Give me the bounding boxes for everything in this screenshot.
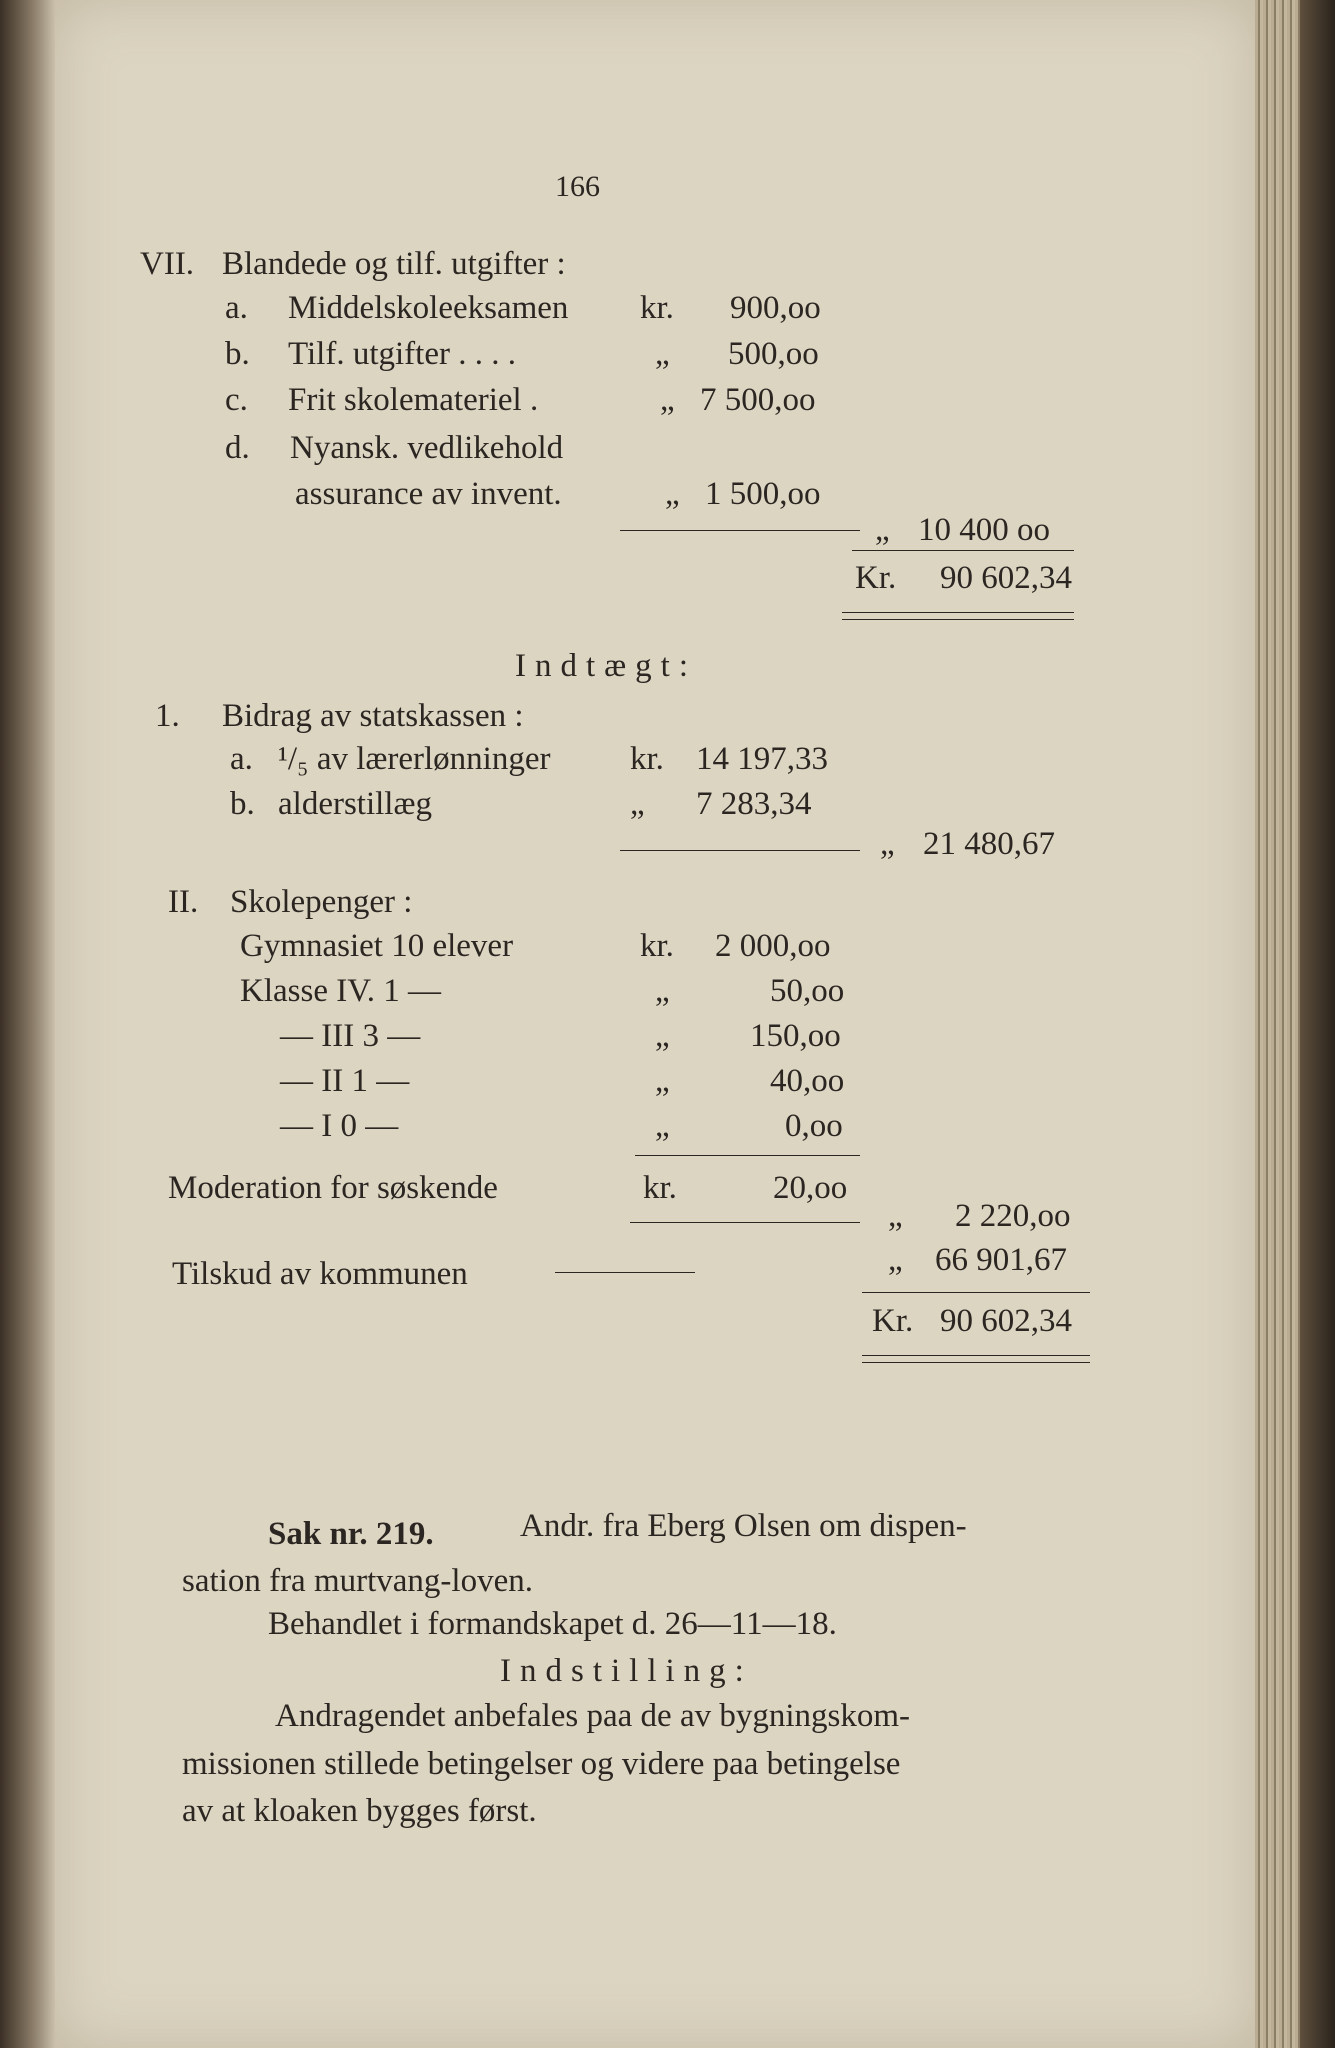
school-fee-amount-2: 150,oo <box>750 1018 841 1054</box>
expense-amount-b: 500,oo <box>728 336 819 372</box>
expense-letter-d: d. <box>225 430 250 466</box>
expense-letter-b: b. <box>225 336 250 372</box>
recommendation-line-1: Andragendet anbefales paa de av bygningskom- <box>275 1698 911 1734</box>
expenses-total-rule <box>852 550 1074 551</box>
school-fee-unit-4: „ <box>655 1108 670 1144</box>
expenses-total-double-rule-1 <box>842 612 1074 613</box>
case-treated: Behandlet i formandskapet d. 26—11—18. <box>268 1606 837 1642</box>
case-line-1: Andr. fra Eberg Olsen om dispen- <box>520 1508 967 1544</box>
income-unit-b: „ <box>630 786 645 822</box>
page-number: 166 <box>555 170 600 203</box>
expense-unit-b: „ <box>655 336 670 372</box>
expense-letter-a: a. <box>225 290 248 326</box>
income-unit-a: kr. <box>630 741 664 777</box>
case-title: Sak nr. 219. <box>268 1516 434 1552</box>
expenses-total: 90 602,34 <box>940 560 1072 596</box>
school-fee-amount-3: 40,oo <box>770 1063 845 1099</box>
expenses-subtotal: 10 400 oo <box>918 512 1050 548</box>
income-total-unit: Kr. <box>872 1303 914 1339</box>
school-fee-label-4: — I 0 — <box>280 1108 399 1144</box>
recommendation-line-2: missionen stillede betingelser og videre paa betingelse <box>182 1746 901 1782</box>
book-spine <box>0 0 55 2048</box>
school-fees-subtotal-unit: „ <box>888 1198 903 1234</box>
expense-label-d: Nyansk. vedlikehold <box>290 430 564 466</box>
income-total-double-rule-2 <box>862 1362 1090 1363</box>
school-fee-rule <box>635 1155 860 1156</box>
school-fee-unit-2: „ <box>655 1018 670 1054</box>
expense-amount-a: 900,oo <box>730 290 821 326</box>
expense-label-b: Tilf. utgifter . . . . <box>288 336 516 372</box>
expense-unit-c: „ <box>660 382 675 418</box>
school-fees-subtotal-rule <box>630 1222 860 1223</box>
expense-label-d-cont: assurance av invent. <box>295 476 562 512</box>
expense-amount-d: 1 500,oo <box>705 476 821 512</box>
book-cover-edge <box>1300 0 1335 2048</box>
moderation-amount: 20,oo <box>773 1170 848 1206</box>
expenses-section-number: VII. <box>140 246 195 282</box>
expense-amount-c: 7 500,oo <box>700 382 816 418</box>
expense-unit-a: kr. <box>640 290 674 326</box>
moderation-unit: kr. <box>643 1170 677 1206</box>
expenses-subtotal-unit: „ <box>875 512 890 548</box>
expenses-subtotal-rule <box>620 530 860 531</box>
recommendation-line-3: av at kloaken bygges først. <box>182 1793 537 1829</box>
income-total: 90 602,34 <box>940 1303 1072 1339</box>
school-fee-unit-1: „ <box>655 973 670 1009</box>
income-group2-number: II. <box>168 884 199 920</box>
municipal-label: Tilskud av kommunen <box>172 1256 468 1292</box>
income-amount-a: 14 197,33 <box>696 741 828 777</box>
income-group1-rule <box>620 850 860 851</box>
municipal-amount: 66 901,67 <box>935 1242 1067 1278</box>
expenses-total-unit: Kr. <box>855 560 897 596</box>
income-heading: Indtægt: <box>515 648 698 684</box>
school-fee-label-0: Gymnasiet 10 elever <box>240 928 514 964</box>
income-group1-number: 1. <box>155 698 180 734</box>
income-group1-title: Bidrag av statskassen : <box>222 698 524 734</box>
school-fee-unit-3: „ <box>655 1063 670 1099</box>
municipal-rule <box>555 1272 695 1273</box>
income-amount-b: 7 283,34 <box>696 786 812 822</box>
school-fees-subtotal: 2 220,oo <box>955 1198 1071 1234</box>
income-group1-subtotal: 21 480,67 <box>923 826 1055 862</box>
moderation-label: Moderation for søskende <box>168 1170 498 1206</box>
income-letter-b: b. <box>230 786 255 822</box>
school-fee-label-1: Klasse IV. 1 — <box>240 973 442 1009</box>
income-group2-title: Skolepenger : <box>230 884 413 920</box>
school-fee-amount-0: 2 000,oo <box>715 928 831 964</box>
school-fee-label-3: — II 1 — <box>280 1063 410 1099</box>
income-letter-a: a. <box>230 741 253 777</box>
recommendation-heading: Indstilling: <box>500 1653 753 1689</box>
expenses-total-double-rule-2 <box>842 619 1074 620</box>
expenses-title: Blandede og tilf. utgifter : <box>222 246 566 282</box>
school-fee-amount-1: 50,oo <box>770 973 845 1009</box>
school-fee-label-2: — III 3 — <box>280 1018 421 1054</box>
expense-unit-d: „ <box>665 476 680 512</box>
expense-letter-c: c. <box>225 382 248 418</box>
income-total-double-rule-1 <box>862 1355 1090 1356</box>
expense-label-a: Middelskoleeksamen <box>288 290 569 326</box>
case-line-2: sation fra murtvang-loven. <box>182 1563 533 1599</box>
school-fee-unit-0: kr. <box>640 928 674 964</box>
municipal-unit: „ <box>888 1242 903 1278</box>
income-label-b: alderstillæg <box>278 786 432 822</box>
income-group1-subtotal-unit: „ <box>880 826 895 862</box>
expense-label-c: Frit skolemateriel . <box>288 382 539 418</box>
income-total-rule <box>862 1292 1090 1293</box>
school-fee-amount-4: 0,oo <box>785 1108 843 1144</box>
income-label-a: ¹/₅ av lærerlønninger <box>278 741 551 777</box>
